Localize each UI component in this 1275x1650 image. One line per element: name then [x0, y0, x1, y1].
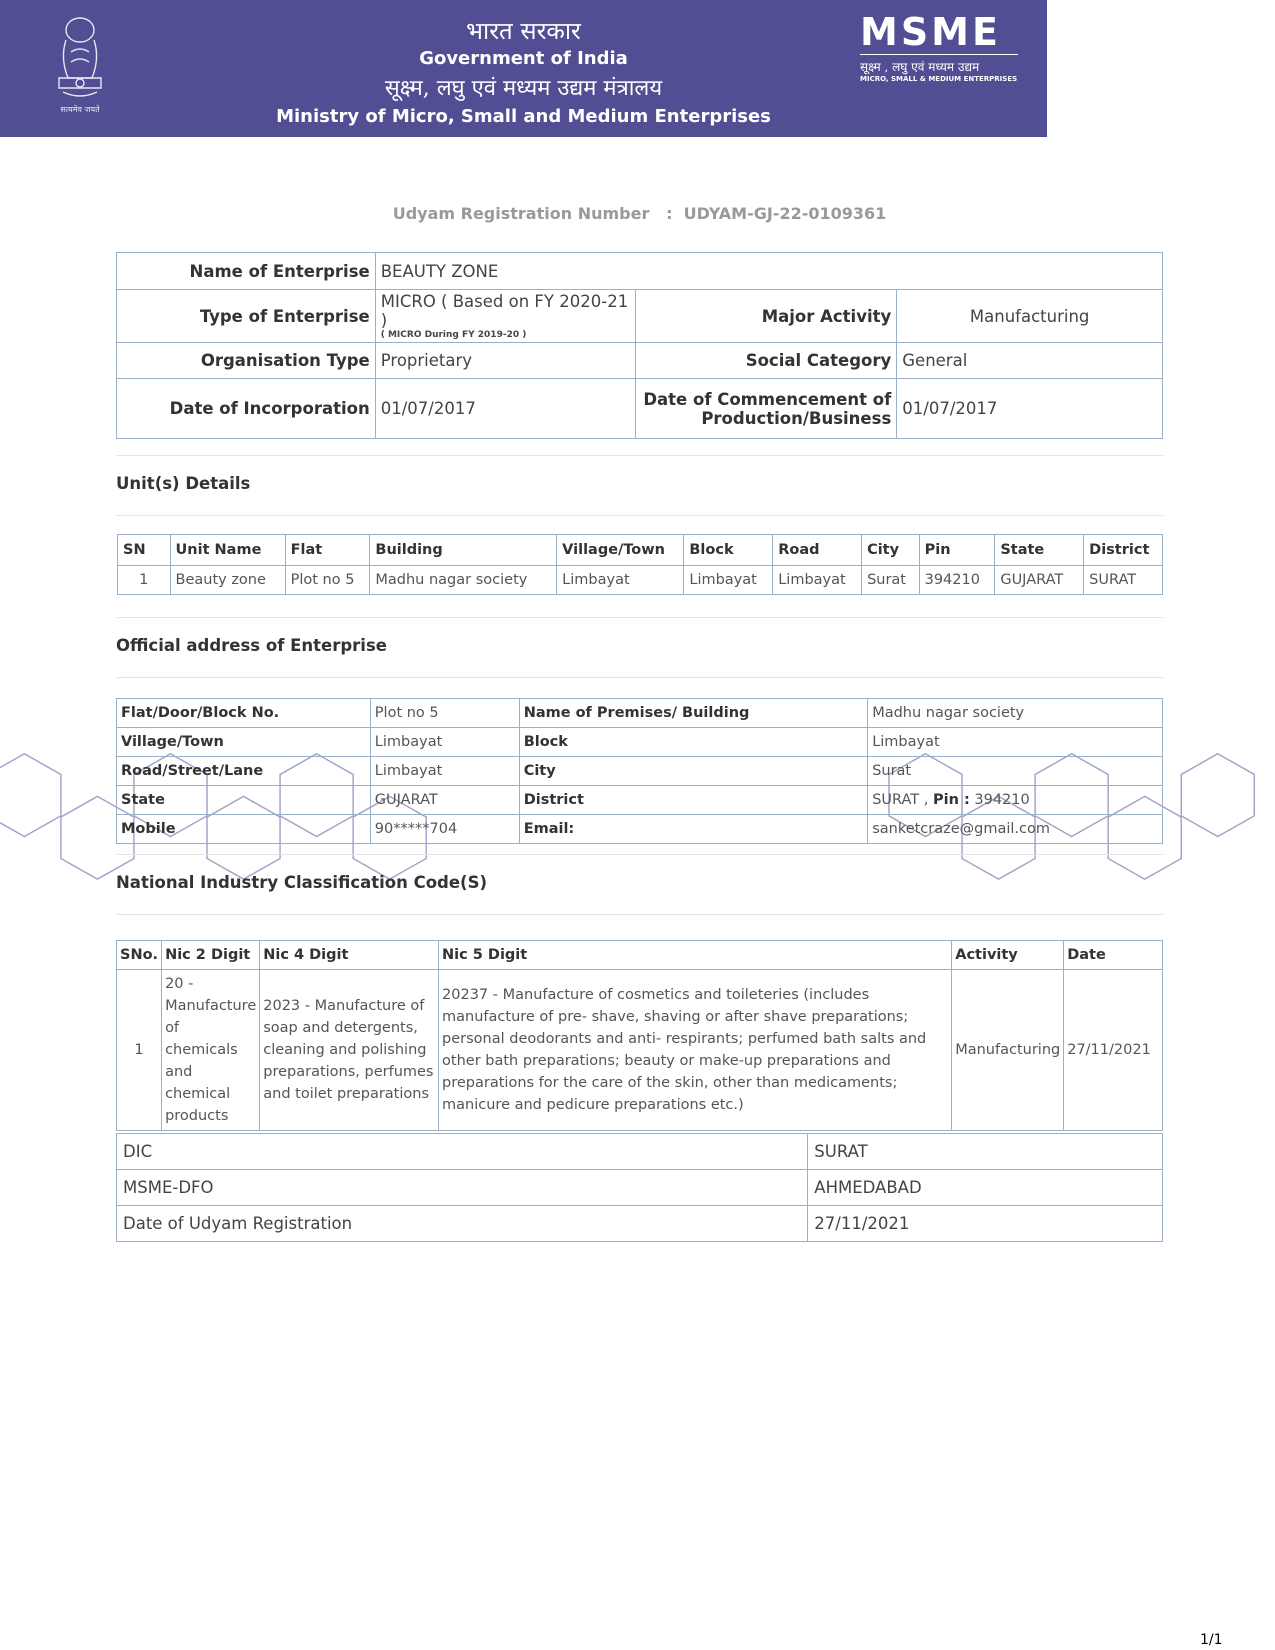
pin-value: 394210 — [974, 792, 1030, 808]
dic-label: DIC — [117, 1134, 808, 1170]
type-label: Type of Enterprise — [117, 290, 376, 343]
unit-cell: Limbayat — [557, 566, 684, 595]
header-banner — [0, 0, 1047, 137]
udyam-label: Udyam Registration Number — [392, 204, 650, 223]
msme-logo-word: MSME — [860, 10, 1001, 54]
dic-value: SURAT — [808, 1134, 1163, 1170]
unit-cell: 394210 — [919, 566, 995, 595]
city-label: City — [519, 757, 868, 786]
divider — [116, 854, 1163, 855]
premises-value: Madhu nagar society — [868, 699, 1163, 728]
commencement-label-line1: Date of Commencement of — [643, 389, 892, 409]
city-value: Surat — [868, 757, 1163, 786]
pin-label: Pin : — [932, 792, 970, 808]
unit-cell: Limbayat — [773, 566, 862, 595]
enterprise-type-sub: ( MICRO During FY 2019-20 ) — [380, 330, 527, 340]
udyam-number: UDYAM-GJ-22-0109361 — [683, 204, 887, 223]
incorporation-date: 01/07/2017 — [375, 379, 636, 439]
commencement-label — [636, 379, 897, 439]
nic-sno: 1 — [117, 970, 162, 1131]
village-value: Limbayat — [370, 728, 519, 757]
mobile-value: 90*****704 — [370, 815, 519, 844]
nic-header-1: Nic 2 Digit — [162, 941, 260, 970]
units-header-4: Village/Town — [557, 535, 684, 566]
msme-logo — [860, 10, 1030, 90]
divider — [116, 617, 1163, 618]
road-value: Limbayat — [370, 757, 519, 786]
dfo-value: AHMEDABAD — [808, 1170, 1163, 1206]
units-header-9: State — [995, 535, 1084, 566]
nic-header-row — [117, 941, 1163, 970]
unit-cell: 1 — [118, 566, 171, 595]
nic-header-3: Nic 5 Digit — [439, 941, 952, 970]
banner-hindi-title: भारत सरकार — [466, 17, 581, 45]
premises-label: Name of Premises/ Building — [519, 699, 868, 728]
district-pin-cell — [868, 786, 1163, 815]
nic-row — [117, 970, 1163, 1131]
dfo-label: MSME-DFO — [117, 1170, 808, 1206]
msme-logo-hindi: सूक्ष्म , लघु एवं मध्यम उद्यम — [860, 60, 980, 74]
org-type: Proprietary — [375, 343, 636, 379]
units-title: Unit(s) Details — [116, 474, 251, 493]
nic-title: National Industry Classification Code(S) — [116, 873, 488, 892]
nic-header-5: Date — [1064, 941, 1163, 970]
flat-label: Flat/Door/Block No. — [117, 699, 371, 728]
email-value: sanketcraze@gmail.com — [868, 815, 1163, 844]
divider — [116, 455, 1163, 456]
units-table — [117, 534, 1163, 595]
unit-row — [118, 566, 1163, 595]
units-header-8: Pin — [919, 535, 995, 566]
incorporation-label: Date of Incorporation — [117, 379, 376, 439]
flat-value: Plot no 5 — [370, 699, 519, 728]
enterprise-info-table — [116, 252, 1163, 439]
district-label: District — [519, 786, 868, 815]
units-header-3: Building — [370, 535, 557, 566]
units-header-2: Flat — [285, 535, 370, 566]
banner-english-ministry: Ministry of Micro, Small and Medium Enterprises — [276, 106, 771, 127]
block-value: Limbayat — [868, 728, 1163, 757]
commencement-label-line2: Production/Business — [701, 408, 892, 428]
nic-5-digit: 20237 - Manufacture of cosmetics and toileteries (includes manufacture of pre- shave, shaving or after shave preparations; personal deodorants and anti- respirants; perfumed bath salts and other bath preparations; beauty or make-up preparations and preparations for the care of the skin, other than medicaments; manicure and pedicure preparations etc.) — [439, 970, 952, 1131]
unit-cell: Madhu nagar society — [370, 566, 557, 595]
divider — [116, 515, 1163, 516]
unit-cell: SURAT — [1084, 566, 1163, 595]
msme-logo-english: MICRO, SMALL & MEDIUM ENTERPRISES — [860, 75, 1018, 83]
unit-cell: Limbayat — [684, 566, 773, 595]
page-number: 1/1 — [1200, 1632, 1223, 1648]
district-value: SURAT , — [872, 792, 929, 808]
udyam-separator: : — [666, 204, 673, 223]
address-table — [116, 698, 1163, 844]
road-label: Road/Street/Lane — [117, 757, 371, 786]
emblem-motto: सत्यमेव जयते — [60, 105, 100, 114]
state-label: State — [117, 786, 371, 815]
name-label: Name of Enterprise — [117, 253, 376, 290]
nic-activity: Manufacturing — [952, 970, 1064, 1131]
org-type-label: Organisation Type — [117, 343, 376, 379]
units-header-5: Block — [684, 535, 773, 566]
unit-cell: GUJARAT — [995, 566, 1084, 595]
reg-date-label: Date of Udyam Registration — [117, 1206, 808, 1242]
nic-table — [116, 940, 1163, 1131]
social-category-label: Social Category — [636, 343, 897, 379]
village-label: Village/Town — [117, 728, 371, 757]
nic-header-4: Activity — [952, 941, 1064, 970]
major-activity: Manufacturing — [897, 290, 1163, 343]
enterprise-type-cell — [375, 290, 636, 343]
block-label: Block — [519, 728, 868, 757]
reg-date-value: 27/11/2021 — [808, 1206, 1163, 1242]
commencement-date: 01/07/2017 — [897, 379, 1163, 439]
units-header-1: Unit Name — [170, 535, 285, 566]
banner-hindi-ministry: सूक्ष्म, लघु एवं मध्यम उद्यम मंत्रालय — [384, 76, 663, 101]
unit-cell: Surat — [862, 566, 920, 595]
enterprise-name: BEAUTY ZONE — [375, 253, 1162, 290]
nic-4-digit: 2023 - Manufacture of soap and detergents, cleaning and polishing preparations, perfumes and toilet preparations — [260, 970, 439, 1131]
udyam-registration-number — [116, 204, 1163, 223]
divider — [116, 677, 1163, 678]
nic-header-2: Nic 4 Digit — [260, 941, 439, 970]
social-category: General — [897, 343, 1163, 379]
enterprise-type: MICRO ( Based on FY 2020-21 ) — [380, 292, 629, 330]
nic-date: 27/11/2021 — [1064, 970, 1163, 1131]
banner-english-title: Government of India — [419, 48, 628, 69]
major-activity-label: Major Activity — [636, 290, 897, 343]
address-title: Official address of Enterprise — [116, 636, 387, 655]
units-header-row — [118, 535, 1163, 566]
email-label: Email: — [519, 815, 868, 844]
nic-header-0: SNo. — [117, 941, 162, 970]
state-value: GUJARAT — [370, 786, 519, 815]
units-header-10: District — [1084, 535, 1163, 566]
nic-2-digit: 20 - Manufacture of chemicals and chemical products — [162, 970, 260, 1131]
dic-table — [116, 1133, 1163, 1242]
divider — [116, 914, 1163, 915]
units-header-6: Road — [773, 535, 862, 566]
mobile-label: Mobile — [117, 815, 371, 844]
units-header-7: City — [862, 535, 920, 566]
unit-cell: Plot no 5 — [285, 566, 370, 595]
units-header-0: SN — [118, 535, 171, 566]
unit-cell: Beauty zone — [170, 566, 285, 595]
